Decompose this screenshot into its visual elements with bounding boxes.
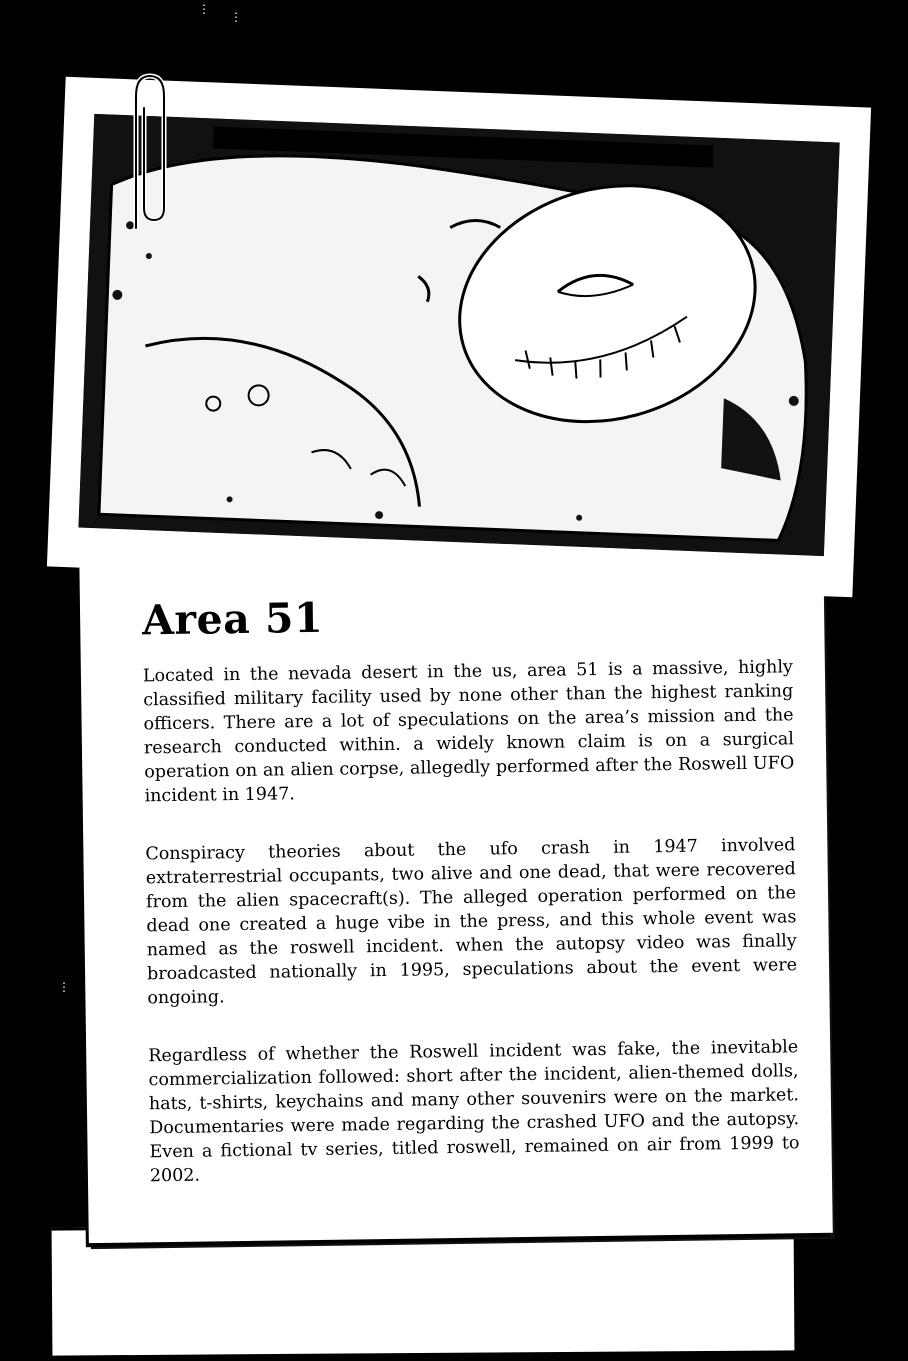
document-body bbox=[142, 587, 801, 1222]
decorative-speck: ⋮ bbox=[230, 10, 242, 24]
decorative-speck: ⋮ bbox=[140, 1260, 152, 1274]
document-title: Area 51 bbox=[141, 593, 324, 645]
document-sheet bbox=[79, 543, 833, 1243]
paragraph-1: Located in the nevada desert in the us, area 51 is a massive, highly classified military facility used by none other than the highest ranking officers. There are a lot of speculations on the area’s mission and the research conducted within. a widely known claim is on a surgical operation on an alien corpse, allegedly performed after the Roswell UFO incident in 1947. bbox=[142, 657, 795, 807]
decorative-speck: ⋮ bbox=[198, 2, 210, 16]
paragraph-3: Regardless of whether the Roswell incident was fake, the inevitable commercialization followed: short after the incident, alien-themed dolls, hats, t-shirts, keychains and many other souvenirs were on the market. Documentaries were made regarding the crashed UFO and the autopsy. Even a fictional tv series, titled roswell, remained on air from 1999 to 2002. bbox=[148, 1037, 800, 1187]
alien-illustration bbox=[78, 114, 839, 556]
paperclip-icon bbox=[122, 68, 174, 238]
paragraph-2: Conspiracy theories about the ufo crash in 1947 involved extraterrestrial occupants, two alive and one dead, that were recovered from the alien spacecraft(s). The alleged operation performed on the dead one created a huge vibe in the press, and this whole event was named as the roswell incident. when the autopsy video was finally broadcasted nationally in 1995, speculations about the event were ongoing. bbox=[145, 835, 798, 1009]
decorative-speck: ⋮ bbox=[58, 980, 70, 994]
back-paper-sheet bbox=[52, 1222, 795, 1355]
